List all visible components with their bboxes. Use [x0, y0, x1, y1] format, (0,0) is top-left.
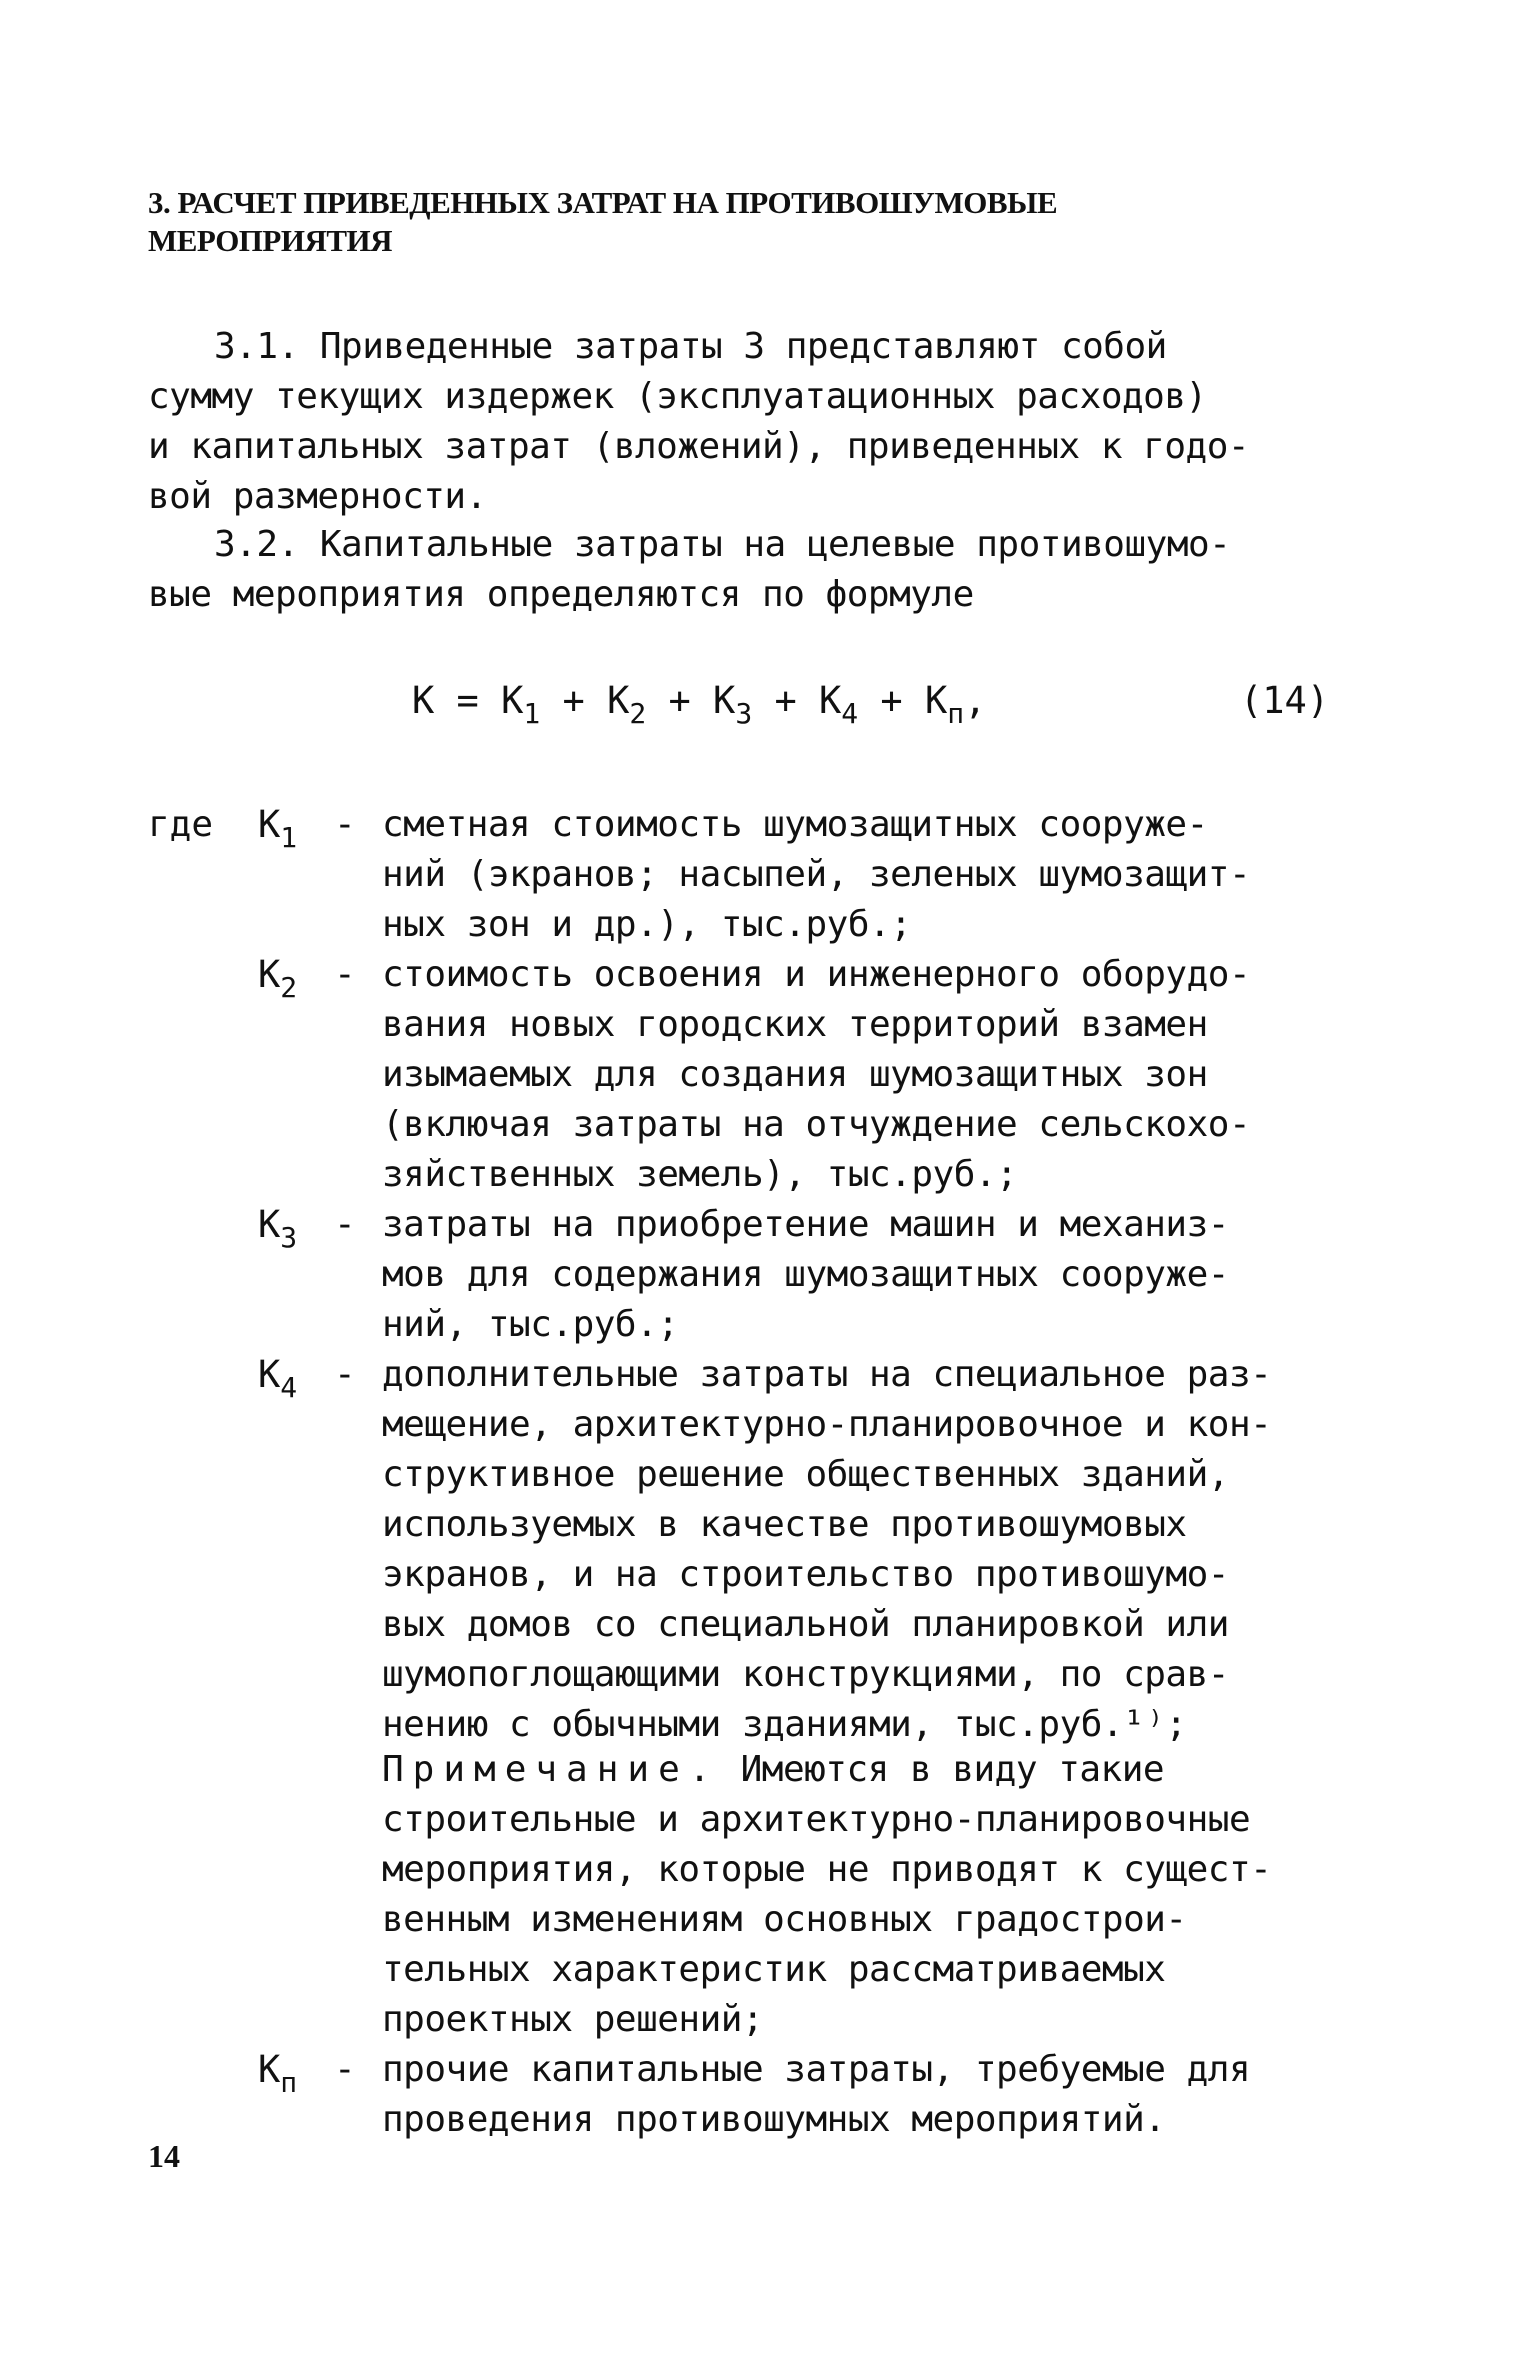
definition-symbol-kp: [258, 2045, 298, 2099]
definition-line: прочие капитальные затраты, требуемые для: [382, 2049, 1251, 2090]
paragraph-line: и капитальных затрат (вложений), приведенных к годо-: [148, 426, 1250, 467]
definition-line: проведения противошумных мероприятий.: [382, 2099, 1166, 2140]
definition-k3: [382, 1200, 1362, 1350]
definition-dash: -: [334, 1354, 356, 1395]
symbol-subscript: п: [280, 2066, 298, 2099]
definition-line: затраты на приобретение машин и механиз-: [382, 1204, 1229, 1245]
note-line: проектных решений;: [382, 1999, 764, 2040]
formula-term-1: K: [501, 679, 524, 722]
formula-plus: +: [540, 679, 608, 722]
definition-line: (включая затраты на отчуждение сельскохо-: [382, 1104, 1251, 1145]
formula-term-5: K: [924, 679, 948, 722]
definition-symbol-k3: [258, 1200, 298, 1254]
paragraph-line: сумму текущих издержек (эксплуатационных расходов): [148, 376, 1207, 417]
definition-symbol-k1: [258, 800, 298, 854]
definition-dash: -: [334, 2049, 356, 2090]
symbol-letter: K: [258, 1353, 281, 1396]
definition-kp: [382, 2045, 1362, 2145]
definition-line: сметная стоимость шумозащитных сооруже-: [382, 804, 1208, 845]
formula-term-3: K: [713, 679, 736, 722]
note-label: Примечание.: [382, 1749, 720, 1790]
definition-line: мов для содержания шумозащитных сооруже-: [382, 1254, 1229, 1295]
definition-line: стоимость освоения и инженерного оборудо-: [382, 954, 1251, 995]
definition-note: [382, 1745, 1362, 2045]
section-heading: [148, 184, 1378, 260]
section-heading-line-1: 3. РАСЧЕТ ПРИВЕДЕННЫХ ЗАТРАТ НА ПРОТИВОШУМОВЫЕ: [148, 185, 1058, 220]
note-line: венным изменениям основных градострои-: [382, 1899, 1187, 1940]
paragraph-3-2: [148, 520, 1358, 620]
formula-term-5-sub: п: [947, 697, 965, 730]
definition-line: используемых в качестве противошумовых: [382, 1504, 1187, 1545]
note-line: мероприятия, которые не приводят к сущест-: [382, 1849, 1272, 1890]
note-first-rest: Имеются в виду такие: [719, 1749, 1165, 1790]
definition-dash: -: [334, 954, 356, 995]
definition-line: изымаемых для создания шумозащитных зон: [382, 1054, 1208, 1095]
symbol-subscript: 1: [280, 821, 298, 854]
formula-plus: +: [752, 679, 820, 722]
definition-k1: [382, 800, 1362, 950]
symbol-subscript: 3: [280, 1221, 298, 1254]
formula-lhs: K: [412, 679, 435, 722]
formula-term-2-sub: 2: [629, 697, 647, 730]
formula-term-4-sub: 4: [841, 697, 859, 730]
paragraph-3-1: [148, 322, 1358, 522]
symbol-letter: K: [258, 1203, 281, 1246]
symbol-subscript: 2: [280, 971, 298, 1004]
definition-line: шумопоглощающими конструкциями, по срав-: [382, 1654, 1229, 1695]
formula-term-2: K: [607, 679, 630, 722]
definition-line: структивное решение общественных зданий,: [382, 1454, 1229, 1495]
definition-line: ных зон и др.), тыс.руб.;: [382, 904, 912, 945]
definition-k2: [382, 950, 1362, 1200]
formula-term-3-sub: 3: [735, 697, 753, 730]
formula-trailing-comma: ,: [964, 679, 987, 722]
definition-dash: -: [334, 804, 356, 845]
formula-number: (14): [1240, 679, 1330, 722]
formula-plus: +: [646, 679, 714, 722]
note-first-line: [382, 1745, 1362, 1795]
definition-line: ний (экранов; насыпей, зеленых шумозащит-: [382, 854, 1251, 895]
definition-k4: [382, 1350, 1362, 1750]
definition-line: зяйственных земель), тыс.руб.;: [382, 1154, 1018, 1195]
definition-line: мещение, архитектурно-планировочное и кон-: [382, 1404, 1272, 1445]
formula-term-4: K: [819, 679, 842, 722]
symbol-subscript: 4: [280, 1371, 298, 1404]
definition-line: ний, тыс.руб.;: [382, 1304, 679, 1345]
formula-plus: +: [858, 679, 925, 722]
symbol-letter: K: [258, 953, 281, 996]
symbol-letter: K: [258, 803, 281, 846]
formula-term-1-sub: 1: [523, 697, 541, 730]
paragraph-line: вой размерности.: [148, 476, 487, 517]
section-heading-line-2: МЕРОПРИЯТИЯ: [148, 223, 393, 258]
symbol-letter: K: [258, 2048, 281, 2091]
definition-line: вания новых городских территорий взамен: [382, 1004, 1208, 1045]
definition-symbol-k2: [258, 950, 298, 1004]
where-label: где: [148, 804, 214, 845]
paragraph-line: вые мероприятия определяются по формуле: [148, 574, 974, 615]
definition-line: вых домов со специальной планировкой или: [382, 1604, 1229, 1645]
definition-line: нению с обычными зданиями, тыс.руб.¹⁾;: [382, 1704, 1187, 1745]
paragraph-line: 3.1. Приведенные затраты 3 представляют собой: [214, 326, 1167, 367]
paragraph-line: 3.2. Капитальные затраты на целевые противошумо-: [214, 524, 1231, 565]
definition-line: дополнительные затраты на специальное раз-: [382, 1354, 1272, 1395]
definition-line: экранов, и на строительство противошумо-: [382, 1554, 1229, 1595]
note-line: строительные и архитектурно-планировочные: [382, 1799, 1251, 1840]
definition-dash: -: [334, 1204, 356, 1245]
formula-14: [412, 676, 987, 730]
definition-symbol-k4: [258, 1350, 298, 1404]
page-number: 14: [148, 2138, 180, 2174]
note-line: тельных характеристик рассматриваемых: [382, 1949, 1166, 1990]
formula-equals: =: [434, 679, 502, 722]
